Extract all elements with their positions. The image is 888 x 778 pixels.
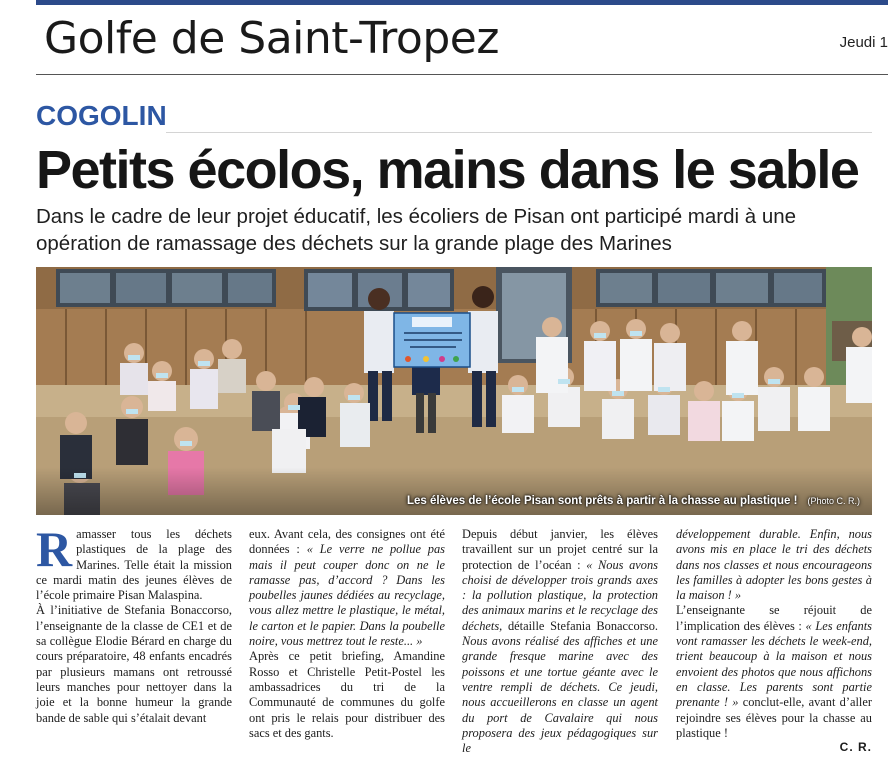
article-headline: Petits écolos, mains dans le sable: [36, 140, 859, 200]
body-paragraph: Après ce petit briefing, Amandine Rosso et Christelle Petit-Postel les ambassadrices du tri de la Communauté de communes du golfe ont pris le relais pour distribuer des sacs et des gants.: [249, 649, 445, 740]
quote: « Nous avons choisi de développer trois grands axes : la pollution plastique, la protection des animaux marins et le recyclage des déchets,: [462, 557, 658, 633]
section-title: Golfe de Saint-Tropez: [44, 13, 499, 64]
photo-caption-text: Les élèves de l’école Pisan sont prêts à partir à la chasse au plastique !: [406, 495, 798, 507]
quote: Nous avons réalisé des affiches et une grande fresque marine avec des poissons et une tortue géante avec le ventre rempli de déchets. Ce jeudi, nous accueillerons en classe un agent du port de Cavalaire qui nous proposera des jeux pédagogiques sur le: [462, 634, 658, 756]
photo-caption: [36, 495, 872, 507]
body-column-2: [249, 527, 445, 741]
body-paragraph: L’enseignante se réjouit de l’implication des élèves : « Les enfants vont ramasser les déchets le week-end, trient beaucoup à la maison et nous envoient des photos que nous affichons en classe. Les parents sont partie prenante ! » conclut-elle, avant d’aller rejoindre ses élèves pour la chasse au plastique !: [676, 603, 872, 740]
body-paragraph: eux. Avant cela, des consignes ont été données : « Le verre ne pollue pas mais il peut couper donc on ne le ramasse pas, d’accord ? Dans les poubelles jaunes dédiées au recyclage, vous allez mettre le plastique, le métal, le carton et le papier. Dans la poubelle noire, vous mettrez tout le reste... »: [249, 527, 445, 649]
body-paragraph: [676, 527, 872, 603]
quote: développement durable. Enfin, nous avons mis en place le tri des déchets dans nos classes et nous encourageons les familles à adopter les bons gestes à la maison ! »: [676, 527, 872, 603]
header-divider: [36, 74, 888, 75]
article-standfirst: Dans le cadre de leur projet éducatif, les écoliers de Pisan ont participé mardi à une opération de ramassage des déchets sur la grande plage des Marines: [36, 205, 797, 255]
quote: « Le verre ne pollue pas mais il peut couper donc on ne le ramasse pas, d’accord ? Dans les poubelles jaunes dédiées au recyclage, vous allez mettre le plastique, le métal, le carton et le papier. Dans la poubelle noire, vous mettrez tout le reste... »: [249, 542, 445, 649]
body-column-1: [36, 521, 232, 726]
body-column-3: [462, 527, 658, 756]
rubric-divider: [166, 132, 872, 133]
photo-illustration: [36, 267, 872, 515]
author-signature: C. R.: [839, 740, 872, 754]
quote: « Les enfants vont ramasser les déchets le week-end, trient beaucoup à la maison et nous envoient des photos que nous affichons en classe. Les parents sont partie prenante ! »: [676, 618, 872, 710]
body-column-4: [676, 527, 872, 741]
article-rubric: COGOLIN: [36, 100, 167, 131]
body-paragraph: À l’initiative de Stefania Bonaccorso, l’enseignante de la classe de CE1 et de sa collègue Elodie Bérard en charge du cours préparatoire, 48 enfants encadrés par plusieurs mamans ont retroussé leurs manches pour nettoyer dans la joie et la bonne humeur la grande bande de sable qui s’étalait devant: [36, 603, 232, 725]
issue-date: Jeudi 1: [839, 34, 888, 51]
top-color-bar: [36, 0, 888, 5]
body-paragraph: Depuis début janvier, les élèves travaillent sur un projet centré sur la protection de l’océan : « Nous avons choisi de développer trois grands axes : la pollution plastique, la protection des animaux marins et le recyclage des déchets, détaille Stefania Bonaccorso. Nous avons réalisé des affiches et une grande fresque marine avec des poissons et une tortue géante avec le ventre rempli de déchets. Ce jeudi, nous accueillerons en classe un agent du port de Cavalaire qui nous proposera des jeux pédagogiques sur le: [462, 527, 658, 756]
drop-cap: R: [36, 521, 73, 577]
photo-credit: (Photo C. R.): [807, 496, 860, 506]
article-photo: [36, 267, 872, 515]
body-paragraph: Ramasser tous les déchets plastiques de la plage des Marines. Telle était la mission ce mardi matin des jeunes élèves de l’école primaire Pisan Malaspina.: [36, 521, 232, 603]
